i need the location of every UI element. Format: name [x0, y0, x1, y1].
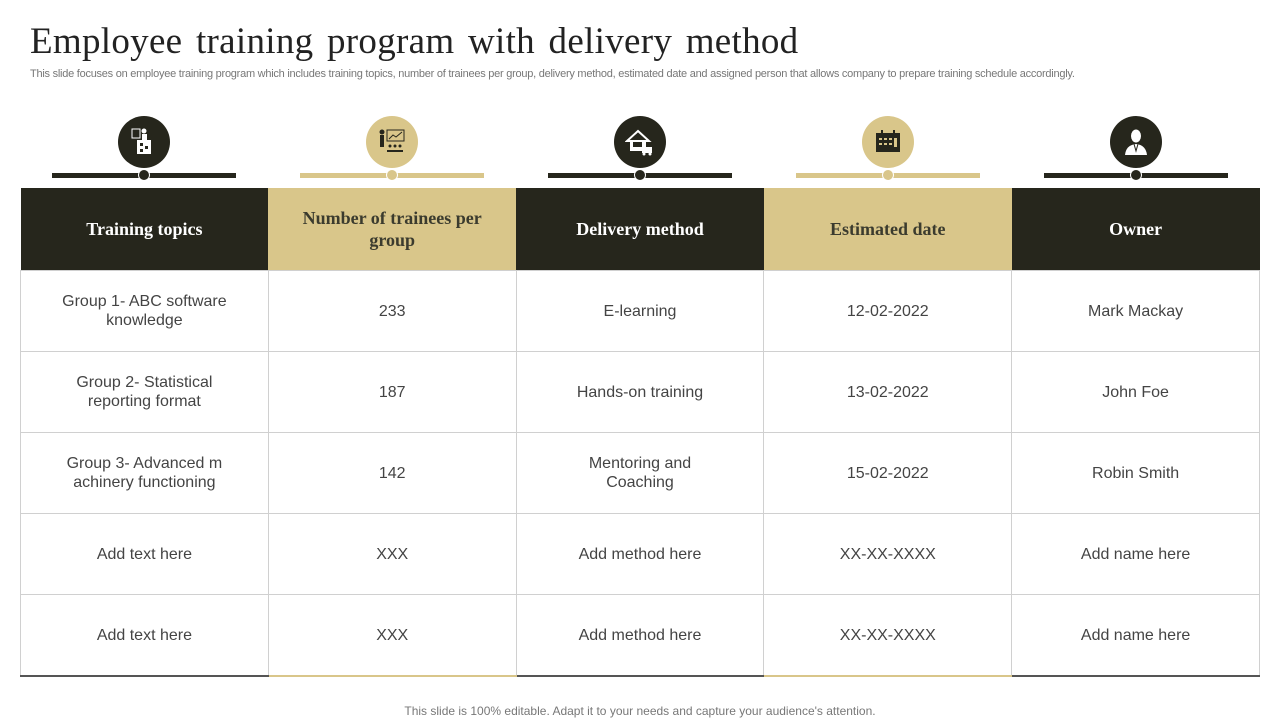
cell-delivery-method: E-learning — [516, 271, 764, 352]
column-icon-delivery — [516, 116, 764, 186]
column-icon-training-topics — [20, 116, 268, 186]
cell-owner: Robin Smith — [1012, 433, 1260, 514]
cell-trainees: 142 — [268, 433, 516, 514]
cell-estimated-date: 12-02-2022 — [764, 271, 1012, 352]
cell-estimated-date: XX-XX-XXXX — [764, 514, 1012, 595]
timeline-dot — [1130, 169, 1142, 181]
cell-estimated-date: 13-02-2022 — [764, 352, 1012, 433]
header-trainees: Number of trainees per group — [268, 188, 516, 271]
training-table — [20, 188, 1260, 677]
person-icon — [1110, 116, 1162, 168]
cell-training-topic: Add text here — [21, 514, 269, 595]
cell-training-topic: Group 2- Statistical reporting format — [21, 352, 269, 433]
header-training-topics: Training topics — [21, 188, 269, 271]
cell-owner: Add name here — [1012, 595, 1260, 677]
house-delivery-icon — [614, 116, 666, 168]
cell-training-topic: Group 3- Advanced m achinery functioning — [21, 433, 269, 514]
table-row — [21, 271, 1260, 352]
table-row — [21, 433, 1260, 514]
footer-note: This slide is 100% editable. Adapt it to your needs and capture your audience's attention. — [404, 704, 876, 718]
page-title: Employee training program with delivery method — [30, 21, 799, 62]
table-row — [21, 514, 1260, 595]
header-estimated-date: Estimated date — [764, 188, 1012, 271]
header-owner: Owner — [1012, 188, 1260, 271]
cell-trainees: XXX — [268, 514, 516, 595]
cell-trainees: 233 — [268, 271, 516, 352]
column-icon-owner — [1012, 116, 1260, 186]
column-icon-trainees — [268, 116, 516, 186]
classroom-icon — [118, 116, 170, 168]
presentation-icon — [366, 116, 418, 168]
header-delivery-method: Delivery method — [516, 188, 764, 271]
cell-delivery-method: Add method here — [516, 595, 764, 677]
cell-trainees: 187 — [268, 352, 516, 433]
cell-owner: Add name here — [1012, 514, 1260, 595]
timeline-dot — [634, 169, 646, 181]
timeline-dot — [882, 169, 894, 181]
cell-owner: John Foe — [1012, 352, 1260, 433]
page-subtitle: This slide focuses on employee training program which includes training topics, number of trainees per group, delivery method, estimated date and assigned person that allows company to prepare training schedule accordingly. — [30, 68, 1075, 80]
cell-training-topic: Add text here — [21, 595, 269, 677]
table-header-row — [21, 188, 1260, 271]
cell-estimated-date: XX-XX-XXXX — [764, 595, 1012, 677]
table-row — [21, 595, 1260, 677]
cell-delivery-method: Mentoring and Coaching — [516, 433, 764, 514]
column-icon-date — [764, 116, 1012, 186]
cell-training-topic: Group 1- ABC software knowledge — [21, 271, 269, 352]
cell-trainees: XXX — [268, 595, 516, 677]
cell-delivery-method: Hands-on training — [516, 352, 764, 433]
timeline-dot — [386, 169, 398, 181]
cell-owner: Mark Mackay — [1012, 271, 1260, 352]
cell-estimated-date: 15-02-2022 — [764, 433, 1012, 514]
timeline-dot — [138, 169, 150, 181]
calendar-icon — [862, 116, 914, 168]
table-row — [21, 352, 1260, 433]
cell-delivery-method: Add method here — [516, 514, 764, 595]
